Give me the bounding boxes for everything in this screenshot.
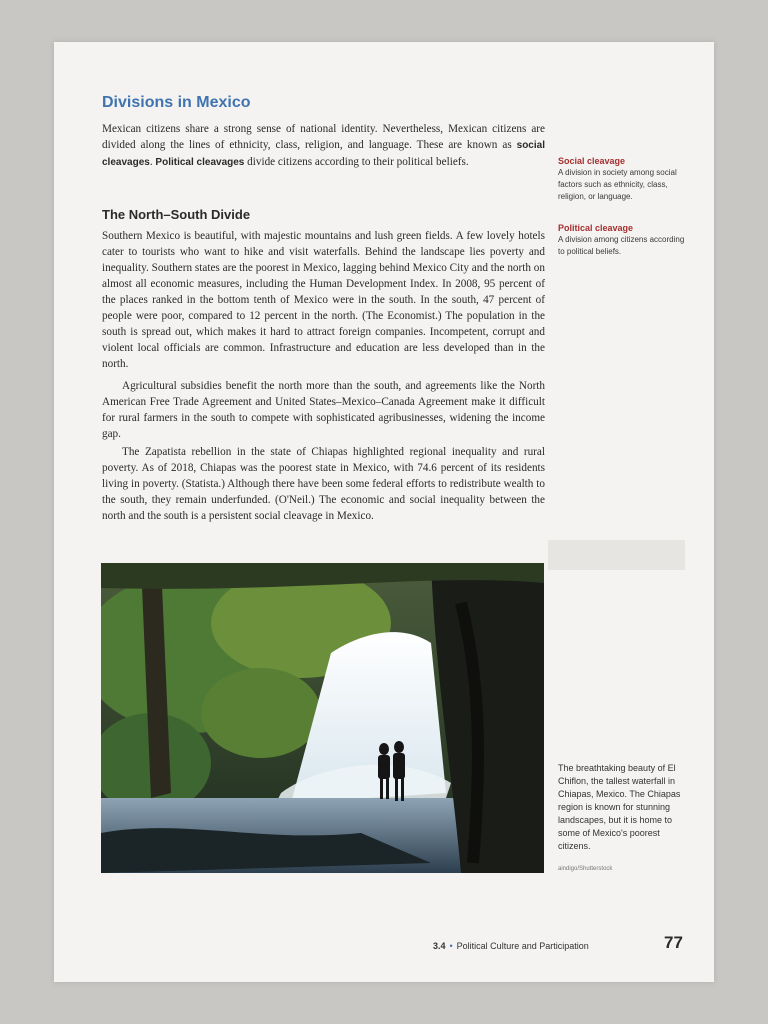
glossary-definition: A division in society among social factors such as ethnicity, class, religion, or language.	[558, 168, 677, 201]
page-heading: Divisions in Mexico	[102, 94, 251, 111]
intro-paragraph	[102, 121, 545, 171]
intro-text-1: Mexican citizens share a strong sense of national identity. Nevertheless, Mexican citizens are divided along the lines of ethnicity, class, religion, and language. These are known as	[102, 123, 545, 151]
intro-text-2: .	[149, 156, 156, 168]
key-term-political-cleavages: Political cleavages	[155, 157, 245, 168]
page-number: 77	[664, 933, 683, 952]
photo-caption: The breathtaking beauty of El Chiflon, the tallest waterfall in Chiapas, Mexico. The Chiapas region is known for stunning landscapes, but it is home to some of Mexico's poorest citizens.	[558, 763, 681, 851]
paragraph-zapatista: The Zapatista rebellion in the state of Chiapas highlighted regional inequality and rural poverty. As of 2018, Chiapas was the poorest state in Mexico, with 74.6 percent of its residents living in poverty. (Statista.) Although there have been some federal efforts to redistribute wealth to the south, they remain underfunded. (O'Neil.) The economic and social inequality between the north and the south is a persistent social cleavage in Mexico.	[102, 446, 545, 522]
section-number: 3.4	[433, 941, 446, 951]
key-term-social-cleavages: social cleavages	[102, 140, 545, 168]
glossary-social-cleavage	[558, 155, 688, 203]
bleed-through-band	[548, 540, 685, 570]
glossary-term: Political cleavage	[558, 223, 634, 233]
page-footer	[433, 941, 589, 951]
glossary-term: Social cleavage	[558, 156, 626, 166]
glossary-political-cleavage	[558, 222, 688, 258]
paragraph-north-south: Southern Mexico is beautiful, with majestic mountains and lush green fields. A few lovely hotels cater to tourists who want to hike and visit waterfalls. Behind the landscape lies poverty and inequality. Southern states are the poorest in Mexico, lagging behind Mexico City and the north on almost all economic measures, including the Human Development Index. In 2008, 95 percent of the places ranked in the bottom tenth of Mexico were in the south. In the south, 47 percent of people were poor, compared to 12 percent in the north. (The Economist.) The population in the south is spread out, which makes it hard to attract foreign companies. Incompetent, corrupt and violent local officials are common. Infrastructure and education are less developed than in the north.	[102, 230, 545, 370]
bullet-icon: •	[449, 941, 453, 951]
section-heading: The North–South Divide	[102, 207, 251, 222]
photo-credit: aindigo/Shutterstock	[558, 866, 613, 872]
section-title: Political Culture and Participation	[456, 941, 589, 951]
waterfall-photo	[101, 563, 544, 873]
paragraph-subsidies: Agricultural subsidies benefit the north more than the south, and agreements like the North American Free Trade Agreement and United States–Mexico–Canada Agreement make it difficult for rural farmers in the south to compete with sophisticated agribusinesses, widening the income gap.	[102, 380, 545, 440]
intro-text-3: divide citizens according to their political beliefs.	[244, 156, 469, 168]
glossary-definition: A division among citizens according to political beliefs.	[558, 235, 685, 256]
